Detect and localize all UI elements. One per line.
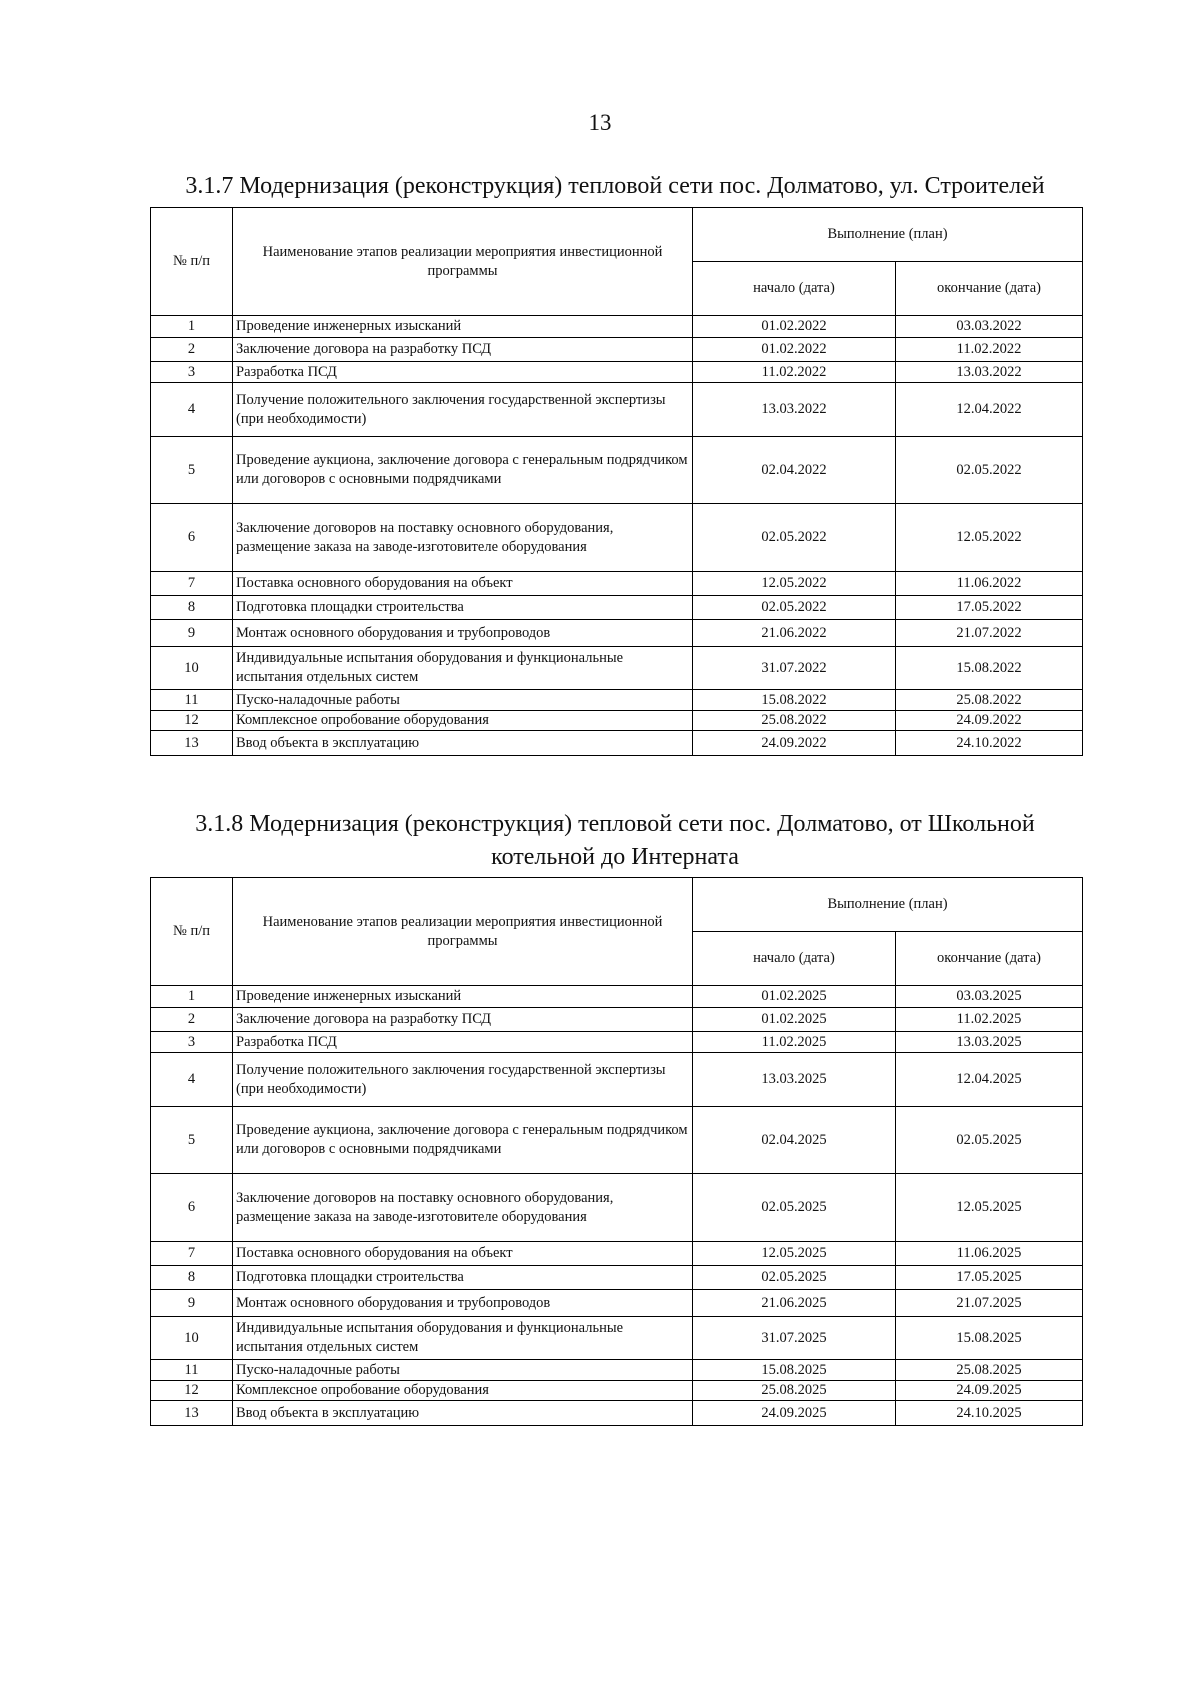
stage-name: Пуско-наладочные работы: [233, 690, 693, 711]
start-date: 02.05.2022: [693, 504, 896, 572]
end-date: 15.08.2022: [896, 647, 1083, 690]
table-row: [151, 572, 1083, 596]
end-date: 15.08.2025: [896, 1317, 1083, 1360]
table-row: [151, 596, 1083, 620]
table-row: [151, 690, 1083, 711]
schedule-rows: [151, 316, 1083, 756]
end-date: 12.04.2025: [896, 1053, 1083, 1107]
table-row: [151, 504, 1083, 572]
row-number: 2: [151, 1008, 233, 1032]
end-date: 12.04.2022: [896, 383, 1083, 437]
start-date: 21.06.2022: [693, 620, 896, 647]
end-date: 24.10.2022: [896, 731, 1083, 756]
header-stage: Наименование этапов реализации мероприятия инвестиционной программы: [233, 208, 693, 316]
start-date: 24.09.2022: [693, 731, 896, 756]
end-date: 11.06.2025: [896, 1242, 1083, 1266]
row-number: 1: [151, 316, 233, 338]
start-date: 12.05.2022: [693, 572, 896, 596]
stage-name: Подготовка площадки строительства: [233, 596, 693, 620]
row-number: 8: [151, 596, 233, 620]
header-start: начало (дата): [693, 262, 896, 316]
table-row: [151, 1242, 1083, 1266]
end-date: 25.08.2022: [896, 690, 1083, 711]
table-row: [151, 986, 1083, 1008]
stage-name: Индивидуальные испытания оборудования и функциональные испытания отдельных систем: [233, 1317, 693, 1360]
row-number: 10: [151, 1317, 233, 1360]
schedule-table-3-1-8: [150, 877, 1083, 1426]
start-date: 02.04.2022: [693, 437, 896, 504]
table-row: [151, 1360, 1083, 1381]
stage-name: Ввод объекта в эксплуатацию: [233, 1401, 693, 1426]
row-number: 5: [151, 437, 233, 504]
end-date: 03.03.2022: [896, 316, 1083, 338]
table-row: [151, 1401, 1083, 1426]
end-date: 12.05.2025: [896, 1174, 1083, 1242]
stage-name: Проведение аукциона, заключение договора с генеральным подрядчиком или договоров с основными подрядчиками: [233, 1107, 693, 1174]
row-number: 7: [151, 1242, 233, 1266]
table-row: [151, 647, 1083, 690]
header-end: окончание (дата): [896, 932, 1083, 986]
end-date: 21.07.2022: [896, 620, 1083, 647]
stage-name: Заключение договора на разработку ПСД: [233, 1008, 693, 1032]
row-number: 4: [151, 1053, 233, 1107]
stage-name: Проведение аукциона, заключение договора с генеральным подрядчиком или договоров с основными подрядчиками: [233, 437, 693, 504]
row-number: 1: [151, 986, 233, 1008]
start-date: 15.08.2025: [693, 1360, 896, 1381]
row-number: 2: [151, 338, 233, 362]
end-date: 13.03.2025: [896, 1032, 1083, 1053]
row-number: 9: [151, 620, 233, 647]
stage-name: Комплексное опробование оборудования: [233, 711, 693, 731]
start-date: 31.07.2025: [693, 1317, 896, 1360]
start-date: 02.05.2025: [693, 1266, 896, 1290]
start-date: 01.02.2022: [693, 316, 896, 338]
row-number: 6: [151, 504, 233, 572]
table-row: [151, 731, 1083, 756]
header-num: № п/п: [151, 208, 233, 316]
start-date: 01.02.2025: [693, 986, 896, 1008]
header-start: начало (дата): [693, 932, 896, 986]
table-row: [151, 1008, 1083, 1032]
row-number: 13: [151, 1401, 233, 1426]
stage-name: Монтаж основного оборудования и трубопроводов: [233, 620, 693, 647]
end-date: 24.09.2025: [896, 1381, 1083, 1401]
end-date: 02.05.2022: [896, 437, 1083, 504]
start-date: 21.06.2025: [693, 1290, 896, 1317]
table-row: [151, 1053, 1083, 1107]
header-num: № п/п: [151, 878, 233, 986]
row-number: 12: [151, 711, 233, 731]
table-row: [151, 338, 1083, 362]
section-title-3-1-8: 3.1.8 Модернизация (реконструкция) тепловой сети пос. Долматово, от Школьной котельной до Интерната: [195, 811, 1035, 870]
stage-name: Монтаж основного оборудования и трубопроводов: [233, 1290, 693, 1317]
start-date: 01.02.2025: [693, 1008, 896, 1032]
start-date: 25.08.2022: [693, 711, 896, 731]
start-date: 13.03.2025: [693, 1053, 896, 1107]
end-date: 24.09.2022: [896, 711, 1083, 731]
table-row: [151, 620, 1083, 647]
table-row: [151, 1317, 1083, 1360]
row-number: 9: [151, 1290, 233, 1317]
end-date: 12.05.2022: [896, 504, 1083, 572]
end-date: 11.02.2025: [896, 1008, 1083, 1032]
stage-name: Проведение инженерных изысканий: [233, 316, 693, 338]
stage-name: Ввод объекта в эксплуатацию: [233, 731, 693, 756]
stage-name: Заключение договора на разработку ПСД: [233, 338, 693, 362]
stage-name: Получение положительного заключения государственной экспертизы (при необходимости): [233, 1053, 693, 1107]
start-date: 12.05.2025: [693, 1242, 896, 1266]
header-execution: Выполнение (план): [693, 878, 1083, 932]
row-number: 12: [151, 1381, 233, 1401]
row-number: 8: [151, 1266, 233, 1290]
table-row: [151, 1381, 1083, 1401]
section-title-3-1-7: 3.1.7 Модернизация (реконструкция) тепловой сети пос. Долматово, ул. Строителей: [185, 173, 1045, 199]
stage-name: Поставка основного оборудования на объект: [233, 1242, 693, 1266]
table-row: [151, 316, 1083, 338]
start-date: 25.08.2025: [693, 1381, 896, 1401]
row-number: 11: [151, 1360, 233, 1381]
start-date: 02.05.2025: [693, 1174, 896, 1242]
start-date: 02.05.2022: [693, 596, 896, 620]
stage-name: Разработка ПСД: [233, 1032, 693, 1053]
stage-name: Комплексное опробование оборудования: [233, 1381, 693, 1401]
row-number: 6: [151, 1174, 233, 1242]
header-stage: Наименование этапов реализации мероприятия инвестиционной программы: [233, 878, 693, 986]
start-date: 11.02.2022: [693, 362, 896, 383]
row-number: 3: [151, 362, 233, 383]
stage-name: Поставка основного оборудования на объект: [233, 572, 693, 596]
table-row: [151, 1107, 1083, 1174]
row-number: 4: [151, 383, 233, 437]
row-number: 10: [151, 647, 233, 690]
schedule-rows: [151, 986, 1083, 1426]
end-date: 02.05.2025: [896, 1107, 1083, 1174]
stage-name: Проведение инженерных изысканий: [233, 986, 693, 1008]
table-row: [151, 711, 1083, 731]
end-date: 03.03.2025: [896, 986, 1083, 1008]
stage-name: Заключение договоров на поставку основного оборудования, размещение заказа на заводе-изготовителе оборудования: [233, 504, 693, 572]
table-row: [151, 1174, 1083, 1242]
row-number: 5: [151, 1107, 233, 1174]
start-date: 11.02.2025: [693, 1032, 896, 1053]
end-date: 11.02.2022: [896, 338, 1083, 362]
row-number: 11: [151, 690, 233, 711]
stage-name: Подготовка площадки строительства: [233, 1266, 693, 1290]
end-date: 24.10.2025: [896, 1401, 1083, 1426]
table-row: [151, 437, 1083, 504]
row-number: 13: [151, 731, 233, 756]
table-row: [151, 1032, 1083, 1053]
table-row: [151, 1266, 1083, 1290]
stage-name: Разработка ПСД: [233, 362, 693, 383]
row-number: 7: [151, 572, 233, 596]
header-end: окончание (дата): [896, 262, 1083, 316]
end-date: 21.07.2025: [896, 1290, 1083, 1317]
row-number: 3: [151, 1032, 233, 1053]
stage-name: Заключение договоров на поставку основного оборудования, размещение заказа на заводе-изготовителе оборудования: [233, 1174, 693, 1242]
start-date: 15.08.2022: [693, 690, 896, 711]
start-date: 31.07.2022: [693, 647, 896, 690]
table-row: [151, 383, 1083, 437]
start-date: 13.03.2022: [693, 383, 896, 437]
header-execution: Выполнение (план): [693, 208, 1083, 262]
end-date: 17.05.2022: [896, 596, 1083, 620]
table-row: [151, 1290, 1083, 1317]
table-row: [151, 362, 1083, 383]
stage-name: Индивидуальные испытания оборудования и функциональные испытания отдельных систем: [233, 647, 693, 690]
start-date: 01.02.2022: [693, 338, 896, 362]
page-number: 13: [588, 110, 612, 135]
start-date: 24.09.2025: [693, 1401, 896, 1426]
end-date: 13.03.2022: [896, 362, 1083, 383]
end-date: 25.08.2025: [896, 1360, 1083, 1381]
end-date: 11.06.2022: [896, 572, 1083, 596]
stage-name: Пуско-наладочные работы: [233, 1360, 693, 1381]
end-date: 17.05.2025: [896, 1266, 1083, 1290]
schedule-table-3-1-7: [150, 207, 1083, 756]
start-date: 02.04.2025: [693, 1107, 896, 1174]
stage-name: Получение положительного заключения государственной экспертизы (при необходимости): [233, 383, 693, 437]
